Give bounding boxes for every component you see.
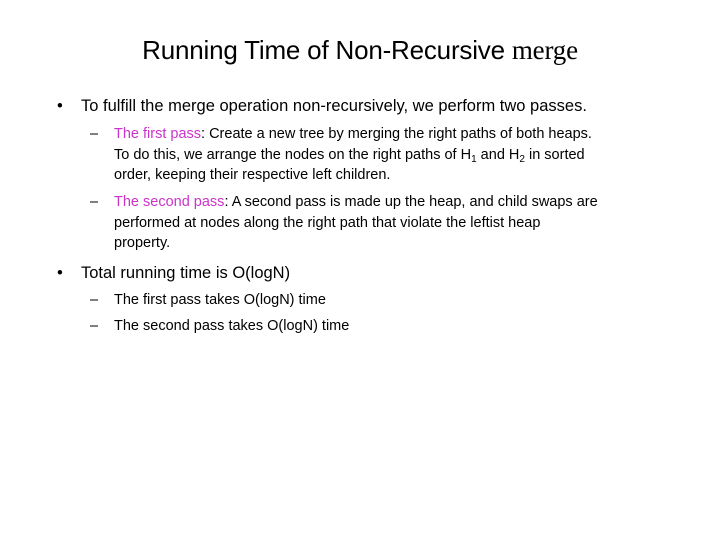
sub-bullet-body — [114, 124, 674, 186]
slide-title-code: merge — [511, 35, 578, 65]
sub-bullet-line: The first pass takes O(logN) time — [114, 292, 326, 308]
sub-bullet-text: : Create a new tree by merging the right paths of both heaps. — [201, 126, 592, 142]
sub-bullet-body — [114, 290, 674, 311]
sub-bullet-text: To do this, we arrange the nodes on the right paths of H — [114, 146, 472, 163]
sub-bullet-body — [114, 192, 674, 254]
sub-bullet-line: performed at nodes along the right path that violate the leftist heap — [114, 214, 541, 231]
bullet-dot: • — [57, 97, 63, 115]
slide-title-text: Running Time of Non-Recursive — [142, 35, 505, 65]
sub-bullet-line: property. — [114, 235, 171, 251]
sub-bullet-text: : A second pass is made up the heap, and child swaps are — [224, 194, 598, 210]
dash-glyph: – — [90, 194, 99, 210]
bullet-text: To fulfill the merge operation non-recursively, we perform two passes. — [81, 97, 587, 115]
dash-glyph: – — [90, 126, 99, 142]
sub-bullet-text: and H — [476, 146, 520, 163]
bullet-text: Total running time is O(logN) — [81, 264, 291, 282]
highlight-term: The second pass — [114, 194, 225, 210]
slide-title — [0, 30, 720, 70]
sub-bullet-line — [114, 192, 674, 213]
sub-bullet-body — [114, 316, 674, 337]
sub-bullet-text: in sorted — [524, 146, 585, 163]
sub-bullet-line — [114, 124, 674, 145]
sub-bullet-line: The second pass takes O(logN) time — [114, 318, 350, 334]
dash-glyph: – — [90, 318, 99, 334]
subscript: 2 — [519, 153, 525, 165]
subscript: 1 — [471, 153, 477, 165]
bullet-dot: • — [57, 264, 63, 282]
dash-glyph: – — [90, 292, 99, 308]
highlight-term: The first pass — [114, 126, 202, 142]
sub-bullet-line: order, keeping their respective left children. — [114, 167, 391, 183]
sub-bullet-line — [114, 145, 674, 166]
